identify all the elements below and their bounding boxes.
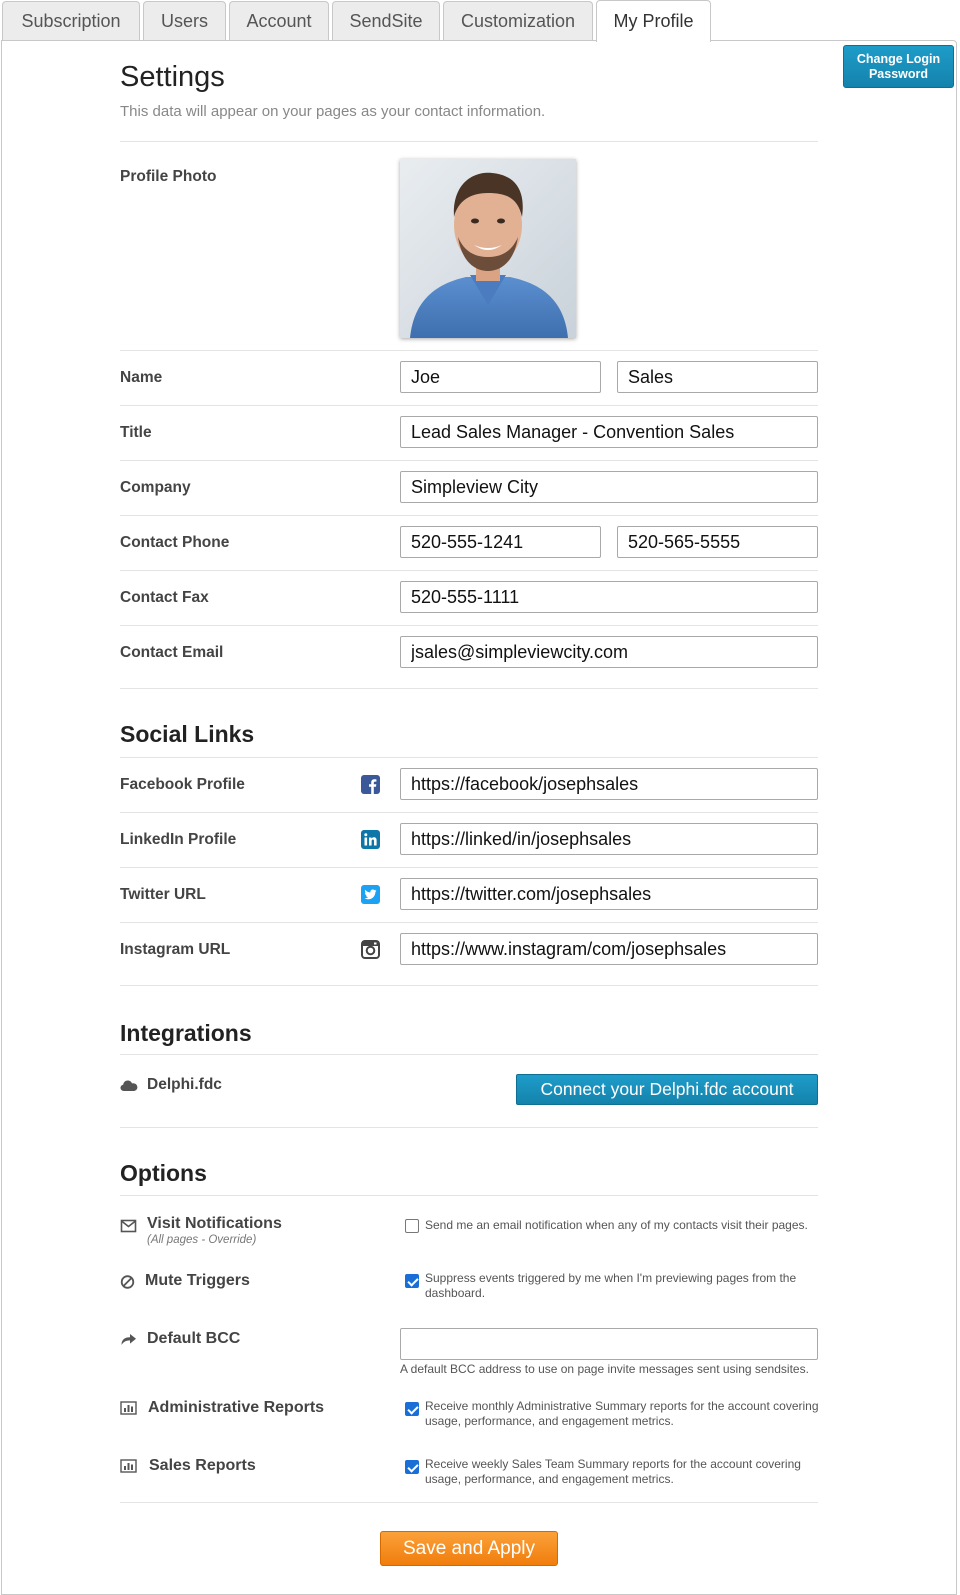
- visit-notifications-label: Visit Notifications: [147, 1215, 282, 1232]
- change-login-password-button[interactable]: [843, 45, 954, 88]
- tab-account[interactable]: Account: [229, 1, 329, 40]
- envelope-icon: [120, 1218, 138, 1234]
- mute-triggers-checkbox[interactable]: [405, 1274, 419, 1288]
- sales-reports-label: Sales Reports: [149, 1457, 256, 1474]
- divider: [120, 757, 818, 758]
- divider: [120, 460, 818, 461]
- divider: [120, 1502, 818, 1503]
- administrative-reports-text: Receive monthly Administrative Summary reports for the account covering usage, performance, and engagement metrics.: [425, 1399, 819, 1428]
- delphi-label: Delphi.fdc: [147, 1076, 222, 1093]
- divider: [120, 1127, 818, 1128]
- linkedin-input[interactable]: [400, 823, 818, 855]
- first-name-input[interactable]: [400, 361, 601, 393]
- facebook-icon: [361, 775, 380, 794]
- company-label: Company: [120, 479, 191, 496]
- social-links-heading: Social Links: [120, 721, 255, 747]
- email-input[interactable]: [400, 636, 818, 668]
- share-arrow-icon: [120, 1331, 138, 1347]
- divider: [120, 985, 818, 986]
- visit-notifications-text: Send me an email notification when any of my contacts visit their pages.: [425, 1218, 808, 1232]
- visit-notifications-sub: (All pages - Override): [147, 1234, 257, 1246]
- page-title: Settings: [120, 61, 225, 93]
- last-name-input[interactable]: [617, 361, 818, 393]
- tab-users[interactable]: Users: [143, 1, 226, 40]
- page-subtitle: This data will appear on your pages as your contact information.: [120, 103, 546, 120]
- divider: [120, 141, 818, 142]
- tab-subscription[interactable]: Subscription: [2, 1, 140, 40]
- twitter-icon: [361, 885, 380, 904]
- save-and-apply-button[interactable]: Save and Apply: [380, 1531, 558, 1566]
- name-label: Name: [120, 369, 163, 386]
- divider: [120, 1195, 818, 1196]
- change-password-line1: Change Login: [856, 51, 941, 66]
- default-bcc-input[interactable]: [400, 1328, 818, 1360]
- sales-reports-text: Receive weekly Sales Team Summary reports for the account covering usage, performance, and engagement metrics.: [425, 1457, 801, 1486]
- phone-primary-input[interactable]: [400, 526, 601, 558]
- options-heading: Options: [120, 1160, 207, 1186]
- default-bcc-hint: A default BCC address to use on page invite messages sent using sendsites.: [400, 1362, 809, 1376]
- facebook-label: Facebook Profile: [120, 776, 245, 793]
- administrative-reports-label: Administrative Reports: [148, 1399, 325, 1416]
- contact-phone-label: Contact Phone: [120, 534, 230, 551]
- sales-reports-checkbox[interactable]: [405, 1460, 419, 1474]
- profile-photo-label: Profile Photo: [120, 168, 217, 185]
- mute-triggers-label: Mute Triggers: [145, 1272, 250, 1289]
- divider: [120, 570, 818, 571]
- default-bcc-label: Default BCC: [147, 1330, 241, 1347]
- title-label: Title: [120, 424, 152, 441]
- tab-customization[interactable]: Customization: [443, 1, 593, 40]
- company-input[interactable]: [400, 471, 818, 503]
- twitter-input[interactable]: [400, 878, 818, 910]
- change-password-line2: Password: [868, 66, 929, 81]
- contact-fax-label: Contact Fax: [120, 589, 209, 606]
- mute-triggers-text: Suppress events triggered by me when I'm previewing pages from the dashboard.: [425, 1271, 797, 1300]
- divider: [120, 515, 818, 516]
- tab-sendsite[interactable]: SendSite: [332, 1, 440, 40]
- bar-chart-icon: [120, 1400, 138, 1416]
- cloud-icon: [120, 1078, 138, 1092]
- administrative-reports-checkbox[interactable]: [405, 1402, 419, 1416]
- divider: [120, 350, 818, 351]
- tab-my-profile[interactable]: My Profile: [596, 0, 711, 42]
- divider: [120, 922, 818, 923]
- linkedin-icon: [361, 830, 380, 849]
- instagram-label: Instagram URL: [120, 941, 231, 958]
- divider: [120, 625, 818, 626]
- profile-photo[interactable]: [400, 159, 576, 338]
- fax-input[interactable]: [400, 581, 818, 613]
- instagram-icon: [361, 940, 380, 959]
- visit-notifications-checkbox[interactable]: [405, 1219, 419, 1233]
- profile-photo-image: [400, 159, 576, 338]
- divider: [120, 812, 818, 813]
- divider: [120, 1054, 818, 1055]
- facebook-input[interactable]: [400, 768, 818, 800]
- phone-secondary-input[interactable]: [617, 526, 818, 558]
- divider: [120, 405, 818, 406]
- contact-email-label: Contact Email: [120, 644, 224, 661]
- bar-chart-icon: [120, 1458, 138, 1474]
- ban-icon: [120, 1274, 138, 1290]
- connect-delphi-button[interactable]: Connect your Delphi.fdc account: [516, 1074, 818, 1105]
- divider: [120, 688, 818, 689]
- linkedin-label: LinkedIn Profile: [120, 831, 237, 848]
- twitter-label: Twitter URL: [120, 886, 206, 903]
- divider: [120, 867, 818, 868]
- title-input[interactable]: [400, 416, 818, 448]
- integrations-heading: Integrations: [120, 1020, 252, 1046]
- instagram-input[interactable]: [400, 933, 818, 965]
